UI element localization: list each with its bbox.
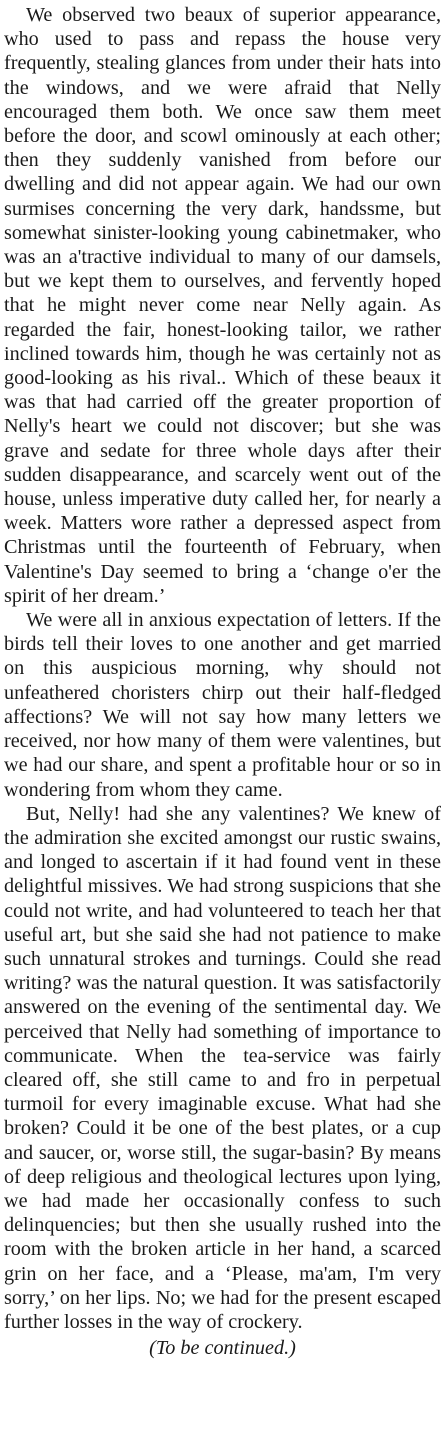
paragraph: We observed two beaux of superior appearance, who used to pass and repass the house very frequently, stealing glances from under their hats into the windows, and we were afraid that Nelly encouraged them both. We once saw them meet before the door, and scowl ominously at each other; then they suddenly vanished from before our dwelling and did not appear again. We had our own surmises concerning the very dark, handssme, but somewhat sinister-looking young cabinetmaker, who was an a'tractive individual to many of our damsels, but we kept them to ourselves, and fervently hoped that he might never come near Nelly again. As regarded the fair, honest-looking tailor, we rather inclined towards him, though he was certainly not as good-looking as his rival.. Which of these beaux it was that had carried off the greater proportion of Nelly's heart we could not discover; but she was grave and sedate for three whole days after their sudden disappearance, and scarcely went out of the house, unless imperative duty called her, for nearly a week. Matters wore rather a depressed aspect from Christmas until the fourteenth of February, when Valentine's Day seemed to bring a ‘change o'er the spirit of her dream.’ <box>4 4 441 607</box>
paragraph: We were all in anxious expectation of letters. If the birds tell their loves to one another and get married on this auspicious morning, why should not unfeathered choristers chirp out their half-fledged affections? We will not say how many letters we received, nor how many of them were valentines, but we had our share, and spent a profitable hour or so in wondering from whom they came. <box>4 609 441 801</box>
to-be-continued-note: (To be continued.) <box>149 1337 296 1360</box>
paragraph: But, Nelly! had she any valentines? We knew of the admiration she excited amongst our rustic swains, and longed to ascertain if it had found vent in these delightful missives. We had strong suspicions that she could not write, and had volunteered to teach her that useful art, but she said she had not patience to make such unnatural strokes and turnings. Could she read writing? was the natural question. It was satisfactorily answered on the evening of the sentimental day. We perceived that Nelly had something of importance to communicate. When the tea-service was fairly cleared off, she still came to and fro in perpetual turmoil for every imaginable excuse. What had she broken? Could it be one of the best plates, or a cup and saucer, or, worse still, the sugar-basin? By means of deep religious and theological lectures upon lying, we had made her occasionally confess to such delinquencies; but then she usually rushed into the room with the broken article in her hand, a scarced grin on her face, and a ‘Please, ma'am, I'm very sorry,’ on her lips. No; we had for the present escaped further losses in the way of crockery. <box>4 802 441 1333</box>
